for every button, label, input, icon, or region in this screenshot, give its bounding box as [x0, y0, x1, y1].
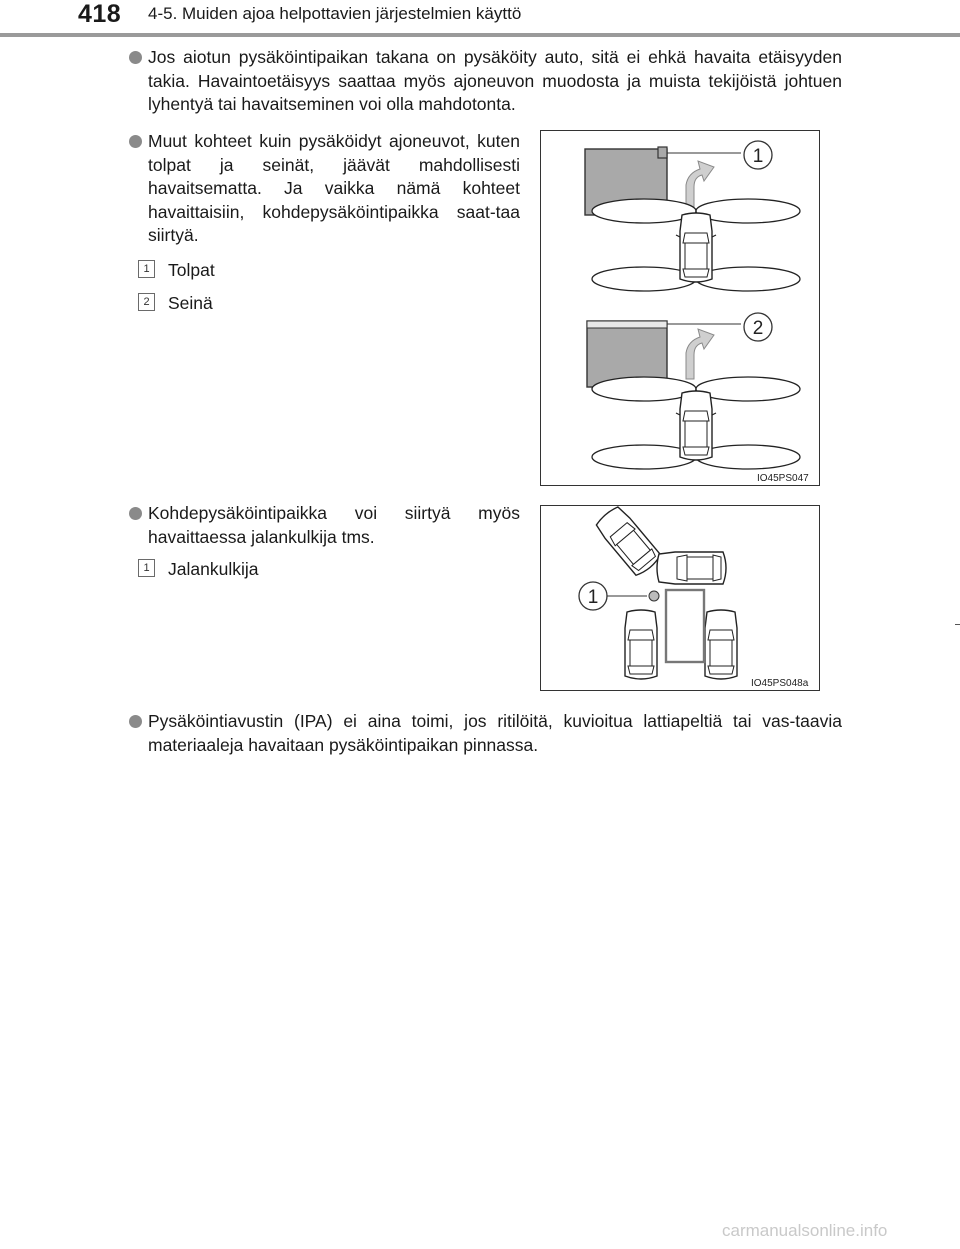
page-header [0, 0, 960, 40]
header-rule [0, 33, 960, 37]
legend-item-pedestrian [143, 558, 259, 580]
bullet-icon [129, 715, 142, 728]
scene-poles [585, 141, 800, 291]
paragraph-text: Muut kohteet kuin pysäköidyt ajoneuvot, kuten tolpat ja seinät, jäävät mahdollisesti havaitsematta. Ja vaikka nämä kohteet havaittaisiin, kohdepysäköintipaikka saat-taa siirtyä. [148, 131, 520, 245]
paragraph-text: Pysäköintiavustin (IPA) ei aina toimi, jos ritilöitä, kuvioitua lattiapeltiä tai vas-taavia materiaaleja havaitaan pysäköintipaikan pinnassa. [148, 711, 842, 755]
legend-label: Tolpat [168, 260, 215, 280]
pedestrian-icon [649, 591, 659, 601]
paragraph-text: Kohdepysäköintipaikka voi siirtyä myös havaittaessa jalankulkija tms. [148, 503, 520, 547]
legend-item-poles [143, 259, 215, 281]
callout-number: 1 [752, 146, 764, 167]
paragraph-text: Jos aiotun pysäköintipaikan takana on pysäköity auto, sitä ei ehkä havaita etäisyyden takia. Havaintoetäisyys saattaa myös ajoneuvon muodosta ja muista tekijöistä johtuen lyhentyä tai havaitseminen voi olla mahdotonta. [148, 47, 842, 114]
figure-illustration [541, 506, 819, 690]
figure-code: IO45PS048a [751, 678, 809, 689]
callout-number: 2 [752, 318, 764, 339]
callout-number: 1 [587, 587, 599, 608]
scene-wall [587, 313, 800, 469]
section-title: 4-5. Muiden ajoa helpottavien järjestelmien käyttö [148, 4, 522, 23]
figure-illustration [541, 131, 819, 485]
paragraph-surface [148, 710, 842, 757]
paragraph-rear-car [148, 46, 842, 117]
margin-tick [955, 624, 960, 625]
figure-poles-wall [540, 130, 820, 486]
bullet-icon [129, 135, 142, 148]
figure-pedestrian [540, 505, 820, 691]
callout-number: 1 [138, 559, 155, 577]
legend-label: Seinä [168, 293, 213, 313]
figure-code: IO45PS047 [757, 473, 809, 484]
legend-label: Jalankulkija [168, 559, 259, 579]
legend-item-wall [143, 292, 213, 314]
paragraph-pedestrian [148, 502, 520, 549]
paragraph-other-objects [148, 130, 520, 248]
bullet-icon [129, 507, 142, 520]
bullet-icon [129, 51, 142, 64]
watermark[interactable]: carmanualsonline.info [722, 1221, 888, 1240]
callout-number: 2 [138, 293, 155, 311]
callout-number: 1 [138, 260, 155, 278]
target-space [666, 590, 704, 662]
page-number: 418 [78, 0, 122, 28]
